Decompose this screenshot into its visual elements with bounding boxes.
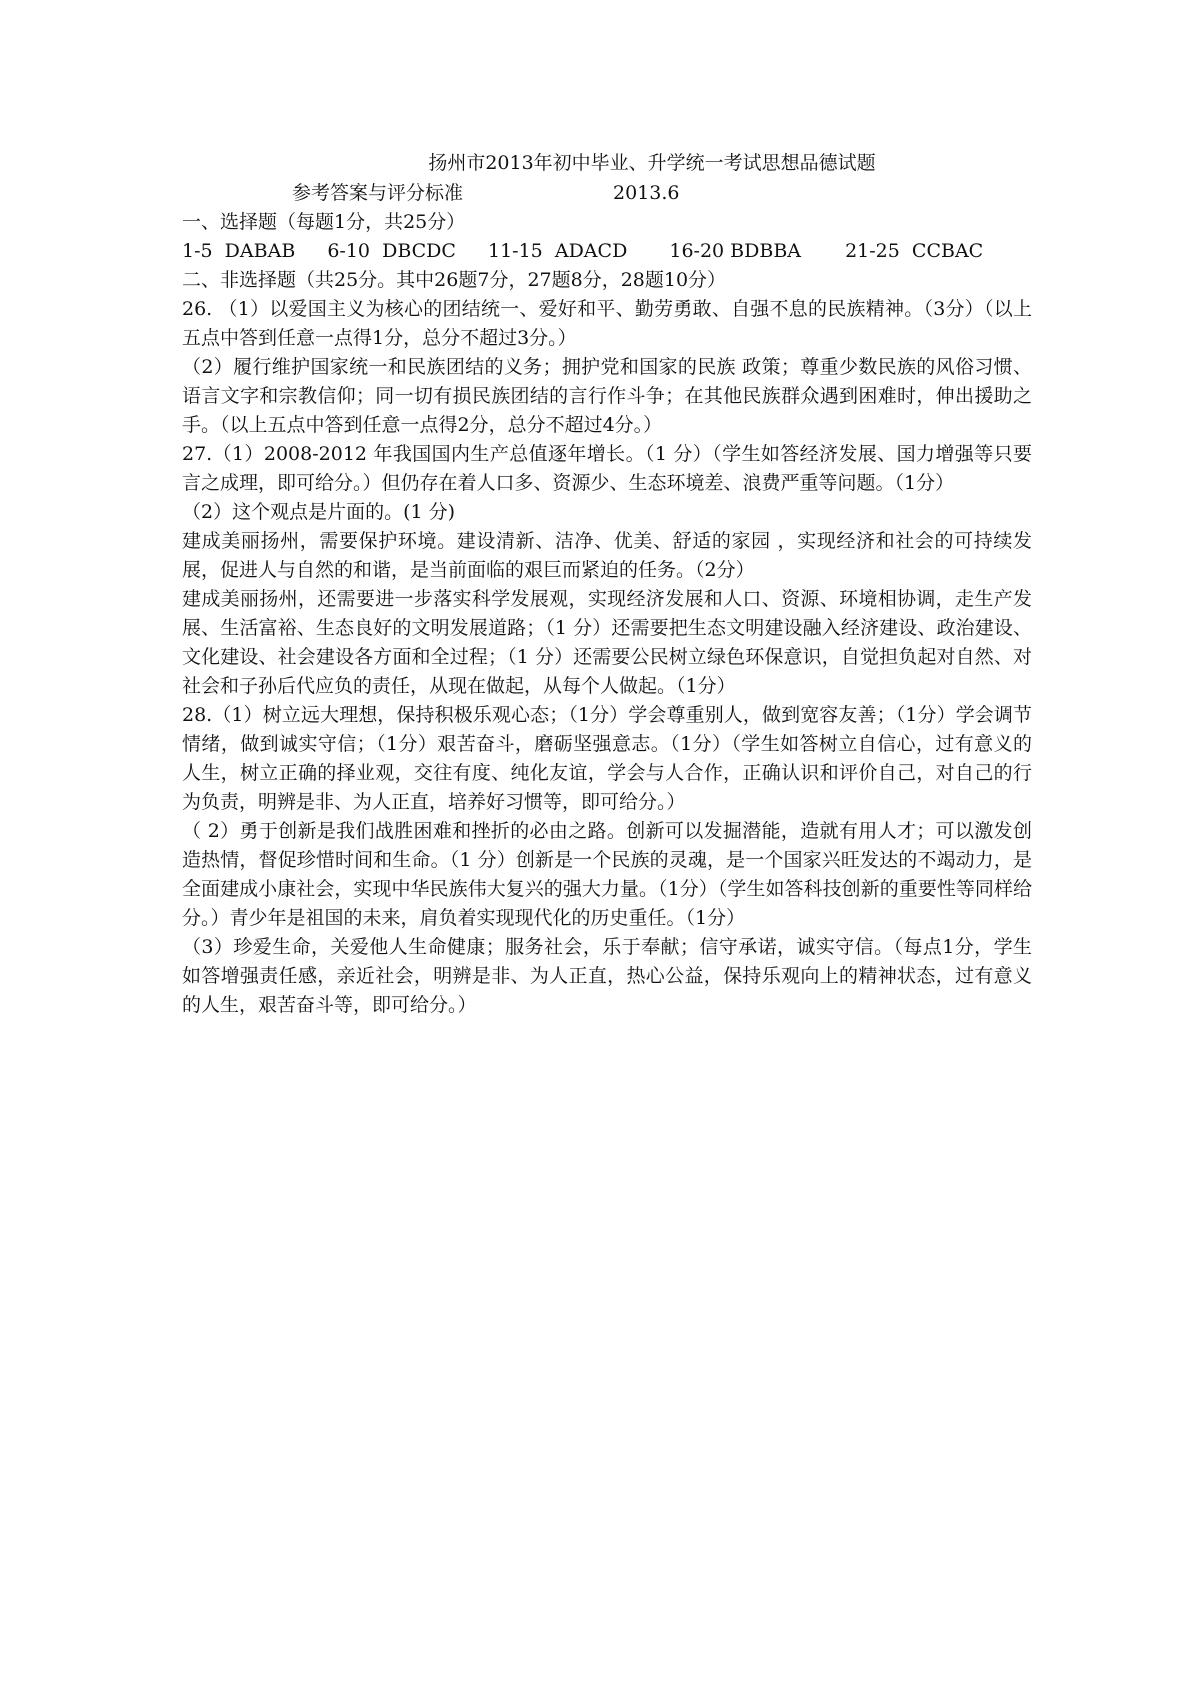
document-date: 2013.6	[613, 182, 680, 204]
section1-heading: 一、选择题（每题1分，共25分）	[182, 211, 466, 233]
answer-group-5: 21-25 CCBAC	[845, 240, 984, 262]
q27-part2-detail-b: 建成美丽扬州，还需要进一步落实科学发展观，实现经济发展和人口、资源、环境相协调，走生产发展、生活富裕、生态良好的文明发展道路；（1 分）还需要把生态文明建设融入经济建设、政治建设、文化建设、社会建设各方面和全过程；（1 分）还需要公民树立绿色环保意识，自觉担负起对自然、对社会和子孙后代应负的责任，从现在做起，从每个人做起。（1分）	[182, 588, 1032, 697]
q28-part2: （ 2）勇于创新是我们战胜困难和挫折的必由之路。创新可以发掘潜能，造就有用人才；可以激发创造热情，督促珍惜时间和生命。（1 分）创新是一个民族的灵魂，是一个国家兴旺发达的不竭动力，是全面建成小康社会，实现中华民族伟大复兴的强大力量。（1分）（学生如答科技创新的重要性等同样给分。）青少年是祖国的未来，肩负着实现现代化的历史重任。（1分）	[182, 820, 1032, 929]
q28-part1: 28.（1）树立远大理想，保持积极乐观心态；（1分）学会尊重别人，做到宽容友善；（1分）学会调节情绪，做到诚实守信；（1分）艰苦奋斗，磨砺坚强意志。（1分）（学生如答树立自信心，过有意义的人生，树立正确的择业观，交往有度、纯化友谊，学会与人合作，正确认识和评价自己，对自己的行为负责，明辨是非、为人正直，培养好习惯等，即可给分。）	[182, 704, 1032, 813]
q26-part2: （2）履行维护国家统一和民族团结的义务；拥护党和国家的民族 政策；尊重少数民族的风俗习惯、语言文字和宗教信仰；同一切有损民族团结的言行作斗争；在其他民族群众遇到困难时，伸出援助之手。（以上五点中答到任意一点得2分，总分不超过4分。）	[182, 356, 1032, 436]
q27-part1: 27.（1）2008-2012 年我国国内生产总值逐年增长。（1 分）（学生如答经济发展、国力增强等只要言之成理，即可给分。）但仍存在着人口多、资源少、生态环境差、浪费严重等问题。（1分）	[182, 443, 1032, 494]
section2-heading: 二、非选择题（共25分。其中26题7分，27题8分，28题10分）	[182, 269, 727, 291]
answer-group-2: 6-10 DBCDC	[327, 240, 456, 262]
answer-group-4: 16-20 BDBBA	[669, 240, 802, 262]
q27-part2-detail-a: 建成美丽扬州，需要保护环境。建设清新、洁净、优美、舒适的家园 ，实现经济和社会的可持续发展，促进人与自然的和谐，是当前面临的艰巨而紧迫的任务。（2分）	[182, 530, 1032, 581]
q27-part2: （2）这个观点是片面的。(1 分)	[182, 501, 456, 523]
answer-group-1: 1-5 DABAB	[182, 240, 296, 262]
q26-part1: 26. （1）以爱国主义为核心的团结统一、爱好和平、勤劳勇敢、自强不息的民族精神。（3分）（以上五点中答到任意一点得1分，总分不超过3分。）	[182, 298, 1032, 349]
document-title: 扬州市2013年初中毕业、升学统一考试思想品德试题	[428, 152, 876, 174]
subtitle-text: 参考答案与评分标准	[292, 182, 464, 204]
choice-answers	[182, 237, 1032, 266]
document-content	[182, 148, 1032, 1020]
document-subtitle	[182, 178, 1032, 208]
answer-group-3: 11-15 ADACD	[488, 240, 628, 262]
q28-part3: （3）珍爱生命，关爱他人生命健康；服务社会，乐于奉献；信守承诺，诚实守信。（每点1分，学生如答增强责任感，亲近社会，明辨是非、为人正直，热心公益，保持乐观向上的精神状态，过有意义的人生，艰苦奋斗等，即可给分。）	[182, 936, 1032, 1016]
